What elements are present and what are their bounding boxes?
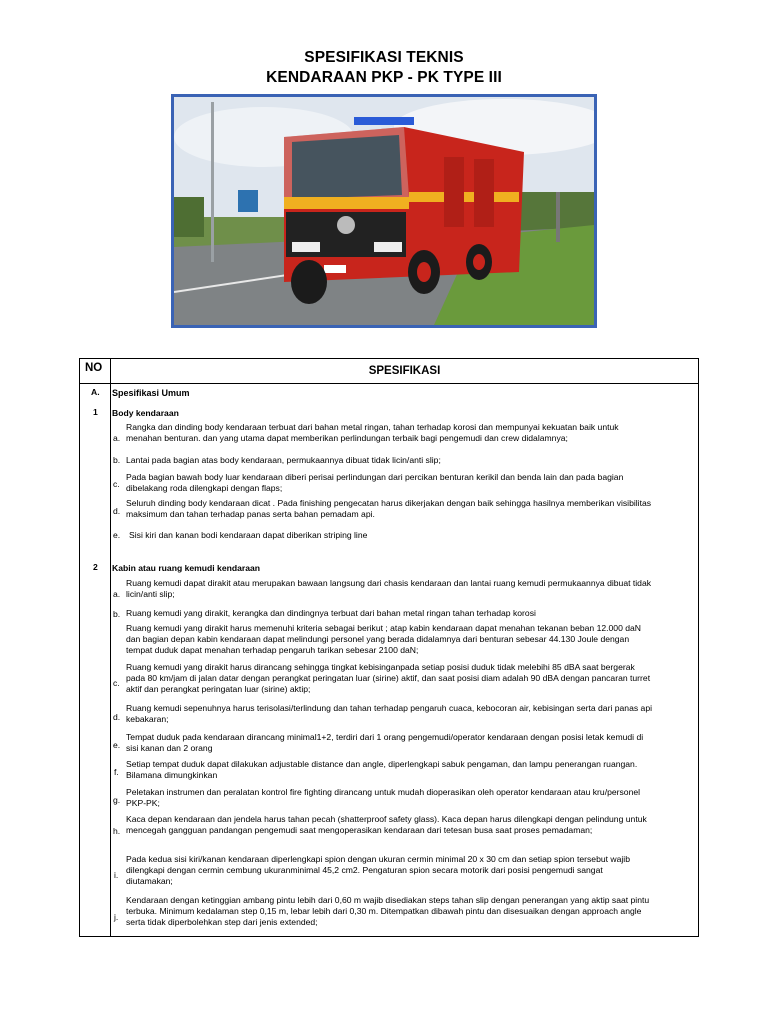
- item-1e-line1: Sisi kiri dan kanan bodi kendaraan dapat diberikan striping line: [129, 530, 368, 540]
- item-1b-line1: Lantai pada bagian atas body kendaraan, permukaannya dibuat tidak licin/anti slip;: [126, 455, 441, 465]
- item-1a-letter: a.: [113, 433, 121, 443]
- item-2c-letter: c.: [113, 678, 120, 688]
- item-1-number: 1: [93, 407, 98, 417]
- item-1a-line1: Rangka dan dinding body kendaraan terbuat dari bahan metal ringan, tahan terhadap korosi dan mempunyai kekuatan baik untuk: [126, 422, 619, 432]
- item-1a-line2: menahan benturan. dan yang utama dapat memberikan perlindungan terbaik bagi pengemudi dan crew didalamnya;: [126, 433, 568, 443]
- item-2j-line1: Kendaraan dengan ketinggian ambang pintu lebih dari 0,60 m wajib disediakan steps tahan slip dengan penerangan yang aktip saat pintu: [126, 895, 650, 905]
- item-2g-line2: PKP-PK;: [126, 798, 160, 808]
- item-2e-line1: Tempat duduk pada kendaraan dirancang minimal1+2, terdiri dari 1 orang pengemudi/operator kendaraan dengan posisi letak kemudi di: [126, 732, 644, 742]
- item-2j-letter: j.: [114, 912, 119, 922]
- item-2b-line1: Ruang kemudi yang dirakit, kerangka dan dindingnya terbuat dari bahan metal ringan tahan terhadap korosi: [126, 608, 536, 618]
- item-1c-letter: c.: [113, 479, 120, 489]
- item-2f-letter: f.: [114, 767, 119, 777]
- item-2e-letter: e.: [113, 740, 121, 750]
- road-sign: [238, 190, 258, 212]
- item-2d-line2: kebakaran;: [126, 714, 169, 724]
- item-1d-letter: d.: [113, 506, 121, 516]
- item-2c-line3: aktif dan perangkat peringatan luar (sirine) aktip;: [126, 684, 311, 694]
- item-2a-line1: Ruang kemudi dapat dirakit atau merupakan bawaan langsung dari chasis kendaraan dan lantai ruang kemudi permukaannya dibuat tidak: [126, 578, 652, 588]
- item-2j-line2: terbuka. Minimum kedalaman step 0,15 m, lebar lebih dari 0,30 m. Ditempatkan dibawah pintu dan disesuaikan dengan approach angle: [126, 906, 642, 916]
- document-title: SPESIFIKASI TEKNIS: [304, 49, 464, 66]
- item-2j-line3: serta tidak diperbolehkan step dari jenis extended;: [126, 917, 318, 927]
- item-1c-line1: Pada bagian bawah body luar kendaraan diberi perisai perlindungan dari percikan benturan kerikil dan benda lain dan pada bagian: [126, 472, 624, 482]
- spec-table: [79, 358, 699, 937]
- item-1b-letter: b.: [113, 455, 121, 465]
- item-2d-letter: d.: [113, 712, 121, 722]
- item-2c-line2: pada 80 km/jam di jalan datar dengan perangkat peringatan luar (sirine) aktif, dan saat posisi diam adalah 90 dBA dengan pancaran turret: [126, 673, 651, 683]
- item-2f-line1: Setiap tempat duduk dapat dilakukan adjustable distance dan angle, diperlengkapi sabuk pengaman, dan lampu penerangan ruangan.: [126, 759, 638, 769]
- item-2i-line3: diutamakan;: [126, 876, 173, 886]
- column-header-spesifikasi: SPESIFIKASI: [368, 365, 441, 377]
- item-1d-line2: maksimum dan tahan terhadap panas serta bahan pemadam api.: [126, 509, 375, 519]
- item-2e-line2: sisi kanan dan 2 orang: [126, 743, 213, 753]
- item-2h-letter: h.: [113, 826, 121, 836]
- column-divider: [110, 359, 111, 936]
- section-a-title: Spesifikasi Umum: [112, 388, 190, 398]
- document-subtitle: KENDARAAN PKP - PK TYPE III: [266, 69, 502, 86]
- section-a-number: A.: [91, 387, 100, 397]
- item-1d-line1: Seluruh dinding body kendaraan dicat . Pada finishing pengecatan harus dikerjakan dengan baik sehingga hasilnya memberikan visibilitas: [126, 498, 652, 508]
- item-1-title: Body kendaraan: [112, 408, 179, 418]
- item-2i-letter: i.: [114, 870, 119, 880]
- item-2-title: Kabin atau ruang kemudi kendaraan: [112, 563, 261, 573]
- item-2a-line2: licin/anti slip;: [126, 589, 175, 599]
- item-2a-letter: a.: [113, 589, 121, 599]
- item-2c-line1: Ruang kemudi yang dirakit harus dirancang sehingga tingkat kebisinganpada setiap posisi duduk tidak melebihi 85 dBA saat bergerak: [126, 662, 635, 672]
- header-divider: [80, 383, 698, 384]
- item-2g-letter: g.: [113, 795, 121, 805]
- item-2i-line1: Pada kedua sisi kiri/kanan kendaraan diperlengkapi spion dengan ukuran cermin minimal 20 x 30 cm dan setiap spion tersebut wajib: [126, 854, 630, 864]
- item-2g-line1: Peletakan instrumen dan peralatan kontrol fire fighting dirancang untuk mudah dioperasikan oleh operator kendaraan atau kru/personel: [126, 787, 641, 797]
- item-2h-line1: Kaca depan kendaraan dan jendela harus tahan pecah (shatterproof safety glass). Kaca depan harus dilengkapi dengan pelindung untuk: [126, 814, 647, 824]
- item-2h-line2: mencegah gangguan pandangan pengemudi saat mengoperasikan kendaraan dari tetesan busa saat proses pemadaman;: [126, 825, 593, 835]
- item-2i-line2: dilengkapi dengan cermin cembung ukuranminimal 45,2 cm2. Pengaturan spion secara motorik dari posisi pengemudi sangat: [126, 865, 603, 875]
- item-2f-line2: Bilamana dimungkinkan: [126, 770, 218, 780]
- item-1c-line2: dibelakang roda dilengkapi dengan flaps;: [126, 483, 283, 493]
- item-2-criteria-line3: tempat duduk dapat menahan terhadap pengaruh tarikan sebesar 2100 daN;: [126, 645, 419, 655]
- fire-truck-photo: [171, 94, 597, 328]
- item-2d-line1: Ruang kemudi sepenuhnya harus terisolasi/terlindung dan tahan terhadap pengaruh cuaca, kebocoran air, kebisingan serta dari panas api: [126, 703, 653, 713]
- item-2-criteria-line1: Ruang kemudi yang dirakit harus memenuhi kriteria sebagai berikut ; atap kabin kendaraan dapat menahan tekanan beban 12.000 daN: [126, 623, 642, 633]
- column-header-no: NO: [85, 362, 103, 374]
- item-1e-letter: e.: [113, 530, 121, 540]
- item-2-number: 2: [93, 562, 98, 572]
- item-2-criteria-line2: dan bagian depan kabin kendaraan dapat melindungi personel yang berada didalamnya dari benturan sebesar 44.130 Joule dengan: [126, 634, 630, 644]
- fire-truck-image: [174, 97, 594, 325]
- item-2b-letter: b.: [113, 609, 121, 619]
